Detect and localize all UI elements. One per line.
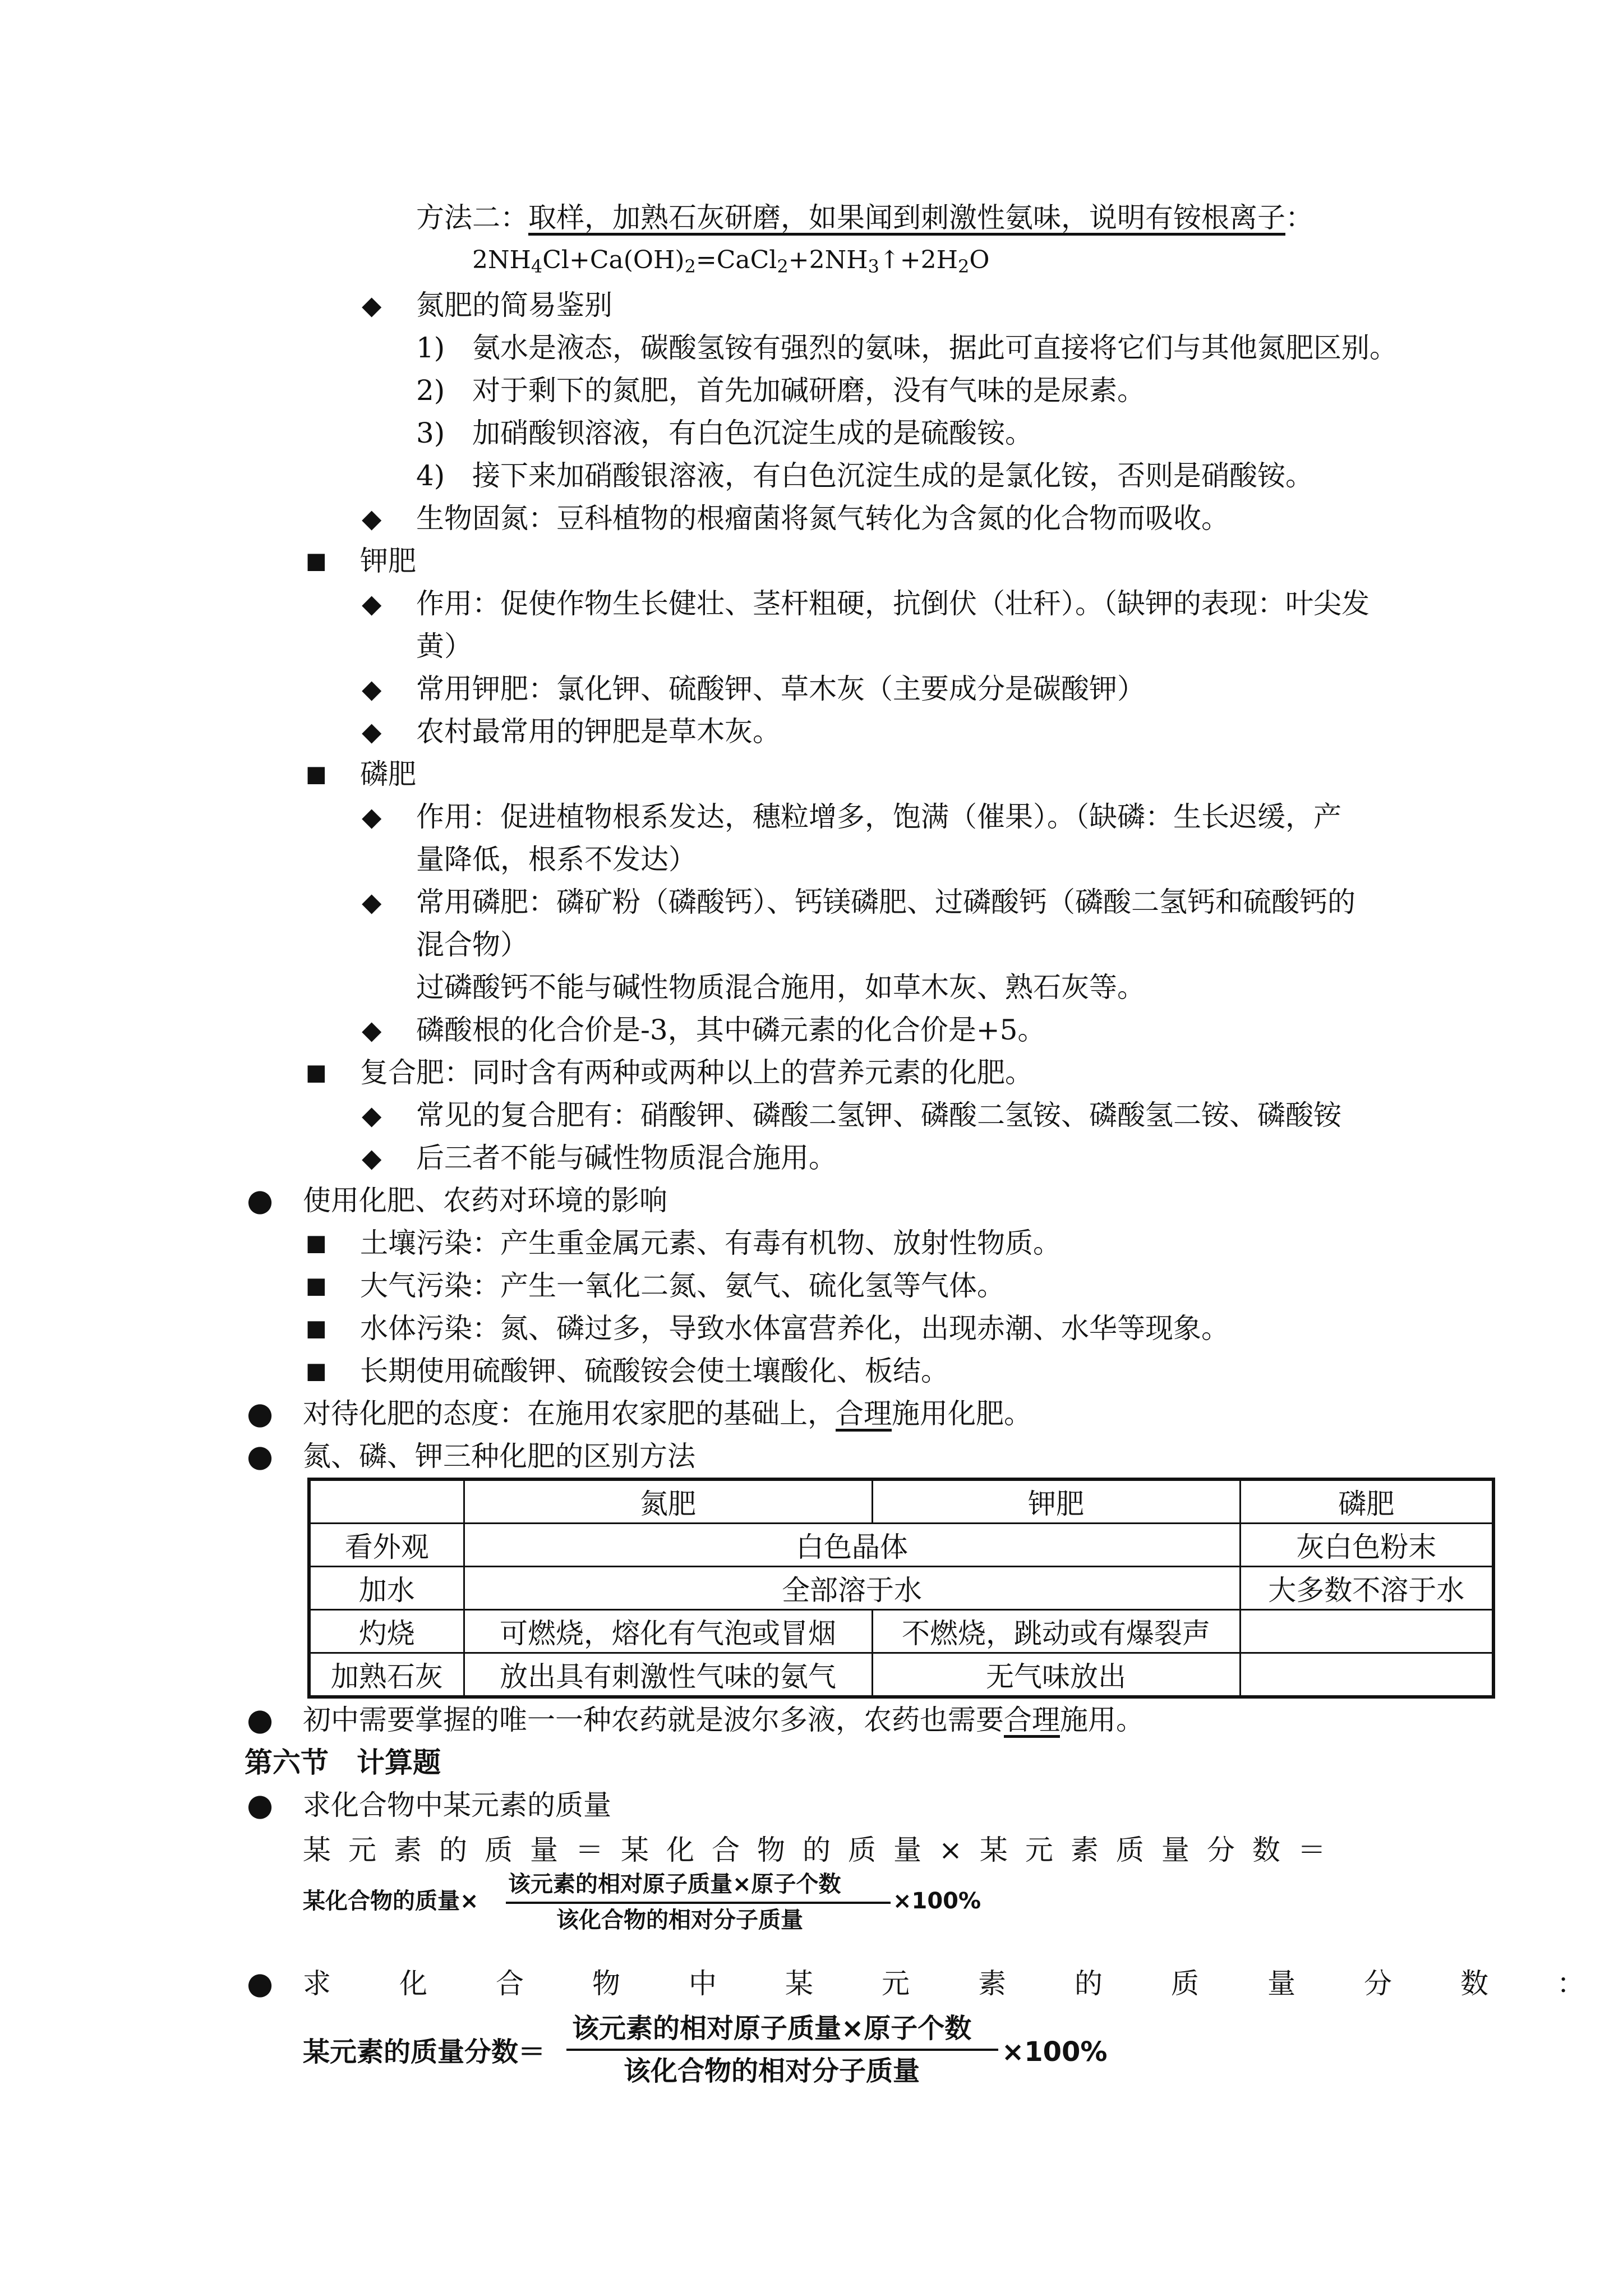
method2-equation: $2NH_4Cl+Ca(OH)_2=CaCl_2+2NH_3↑+2H_2O$ bbox=[472, 246, 990, 277]
compound-title: 复合肥：同时含有两种或两种以上的营养元素的化肥。 bbox=[360, 1056, 1033, 1089]
calc1-formula-denominator: 该化合物的相对分子质量 bbox=[556, 1907, 803, 1933]
identify-step-1: 氨水是液态，碳酸氢铵有强烈的氨味，据此可直接将它们与其他氮肥区别。 bbox=[472, 332, 1398, 364]
calc1-fraction-bar bbox=[506, 1902, 891, 1904]
dot-bullet-icon: ● bbox=[247, 1438, 274, 1474]
environment-title: 使用化肥、农药对环境的影响 bbox=[303, 1184, 667, 1217]
table-cell: 加熟石灰 bbox=[309, 1653, 464, 1697]
table-cell: 看外观 bbox=[309, 1524, 464, 1567]
section-heading: 第六节 计算题 bbox=[245, 1746, 441, 1779]
phosphorus-note: 过磷酸钙不能与碱性物质混合施用，如草木灰、熟石灰等。 bbox=[416, 971, 1145, 1004]
phosphorus-effect-2: 量降低，根系不发达） bbox=[416, 843, 697, 876]
square-bullet-icon: ■ bbox=[306, 548, 327, 574]
potassium-title: 钾肥 bbox=[360, 545, 416, 577]
phosphorus-valence: 磷酸根的化合价是-3，其中磷元素的化合价是+5。 bbox=[416, 1014, 1046, 1046]
square-bullet-icon: ■ bbox=[306, 1315, 327, 1341]
diamond-bullet-icon: ◆ bbox=[362, 290, 382, 320]
table-row bbox=[309, 1479, 1493, 1524]
environment-item: 长期使用硫酸钾、硫酸铵会使土壤酸化、板结。 bbox=[360, 1355, 949, 1387]
phosphorus-common-1: 常用磷肥：磷矿粉（磷酸钙）、钙镁磷肥、过磷酸钙（磷酸二氢钙和硫酸钙的 bbox=[416, 886, 1355, 918]
phosphorus-effect-1: 作用：促进植物根系发达，穗粒增多，饱满（催果）。（缺磷：生长迟缓，产 bbox=[416, 800, 1341, 833]
table-cell bbox=[1240, 1653, 1493, 1697]
dot-bullet-icon: ● bbox=[247, 1396, 274, 1431]
table-cell: 灼烧 bbox=[309, 1610, 464, 1653]
square-bullet-icon: ■ bbox=[306, 761, 327, 787]
table-header: 磷肥 bbox=[1240, 1479, 1493, 1524]
square-bullet-icon: ■ bbox=[306, 1230, 327, 1256]
identify-step-4-num: 4) bbox=[416, 459, 445, 492]
diamond-bullet-icon: ◆ bbox=[362, 674, 382, 704]
calc1-formula-right: ×100% bbox=[893, 1888, 981, 1914]
method2-label: 方法二： bbox=[416, 201, 528, 234]
table-cell: 大多数不溶于水 bbox=[1240, 1567, 1493, 1610]
environment-item: 土壤污染：产生重金属元素、有毒有机物、放射性物质。 bbox=[360, 1227, 1061, 1259]
compound-note: 后三者不能与碱性物质混合施用。 bbox=[416, 1142, 837, 1174]
table-row bbox=[309, 1610, 1493, 1653]
environment-item: 大气污染：产生一氧化二氮、氨气、硫化氢等气体。 bbox=[360, 1269, 1005, 1302]
calc2-formula-denominator: 该化合物的相对分子质量 bbox=[624, 2055, 920, 2087]
table-cell: 不燃烧，跳动或有爆裂声 bbox=[872, 1610, 1240, 1653]
calc1-line: 某元素的质量＝某化合物的质量×某元素质量分数＝ bbox=[303, 1834, 1343, 1866]
bio-nitrogen: 生物固氮：豆科植物的根瘤菌将氮气转化为含氮的化合物而吸收。 bbox=[416, 502, 1229, 535]
diamond-bullet-icon: ◆ bbox=[362, 503, 382, 533]
diamond-bullet-icon: ◆ bbox=[362, 716, 382, 747]
table-cell: 全部溶于水 bbox=[464, 1567, 1240, 1610]
calc1-formula-numerator: 该元素的相对原子质量×原子个数 bbox=[508, 1871, 841, 1897]
diamond-bullet-icon: ◆ bbox=[362, 1143, 382, 1173]
potassium-effect-1: 作用：促使作物生长健壮、茎杆粗硬，抗倒伏（壮秆）。（缺钾的表现：叶尖发 bbox=[416, 587, 1370, 620]
identify-step-2: 对于剩下的氮肥，首先加碱研磨，没有气味的是尿素。 bbox=[472, 374, 1145, 407]
square-bullet-icon: ■ bbox=[306, 1273, 327, 1299]
diamond-bullet-icon: ◆ bbox=[362, 1100, 382, 1130]
fertilizer-compare-table bbox=[307, 1478, 1495, 1699]
attitude-line: 对待化肥的态度：在施用农家肥的基础上，合理施用化肥。 bbox=[303, 1397, 1032, 1430]
table-row bbox=[309, 1653, 1493, 1697]
phosphorus-common-2: 混合物） bbox=[416, 928, 528, 961]
diamond-bullet-icon: ◆ bbox=[362, 887, 382, 917]
calc2-title: 求化合物中某元素的质量分数 ： bbox=[303, 1967, 1585, 2000]
potassium-common: 常用钾肥：氯化钾、硫酸钾、草木灰（主要成分是碳酸钾） bbox=[416, 673, 1145, 705]
identify-step-3-num: 3) bbox=[416, 417, 445, 449]
diamond-bullet-icon: ◆ bbox=[362, 1015, 382, 1045]
calc1-title: 求化合物中某元素的质量 bbox=[303, 1789, 611, 1821]
dot-bullet-icon: ● bbox=[247, 1182, 274, 1218]
square-bullet-icon: ■ bbox=[306, 1060, 327, 1085]
identify-step-4: 接下来加硝酸银溶液，有白色沉淀生成的是氯化铵，否则是硝酸铵。 bbox=[472, 459, 1313, 492]
identify-step-2-num: 2) bbox=[416, 374, 445, 407]
calc2-formula-right: ×100% bbox=[1002, 2036, 1108, 2068]
method2-line bbox=[416, 197, 1313, 238]
calc2-fraction-bar bbox=[566, 2049, 998, 2051]
table-row bbox=[309, 1567, 1493, 1610]
table-cell bbox=[309, 1479, 464, 1524]
potassium-rural: 农村最常用的钾肥是草木灰。 bbox=[416, 715, 781, 748]
environment-item: 水体污染：氮、磷过多，导致水体富营养化，出现赤潮、水华等现象。 bbox=[360, 1312, 1229, 1345]
table-cell: 无气味放出 bbox=[872, 1653, 1240, 1697]
method2-end: ： bbox=[1285, 201, 1313, 234]
identify-step-1-num: 1) bbox=[416, 332, 445, 364]
diamond-bullet-icon: ◆ bbox=[362, 588, 382, 619]
calc1-formula-left: 某化合物的质量× bbox=[303, 1888, 479, 1914]
table-cell: 可燃烧，熔化有气泡或冒烟 bbox=[464, 1610, 872, 1653]
diff-title: 氮、磷、钾三种化肥的区别方法 bbox=[303, 1440, 695, 1473]
pesticide-line: 初中需要掌握的唯一一种农药就是波尔多液，农药也需要合理施用。 bbox=[303, 1704, 1144, 1736]
diamond-bullet-icon: ◆ bbox=[362, 802, 382, 832]
compound-common: 常见的复合肥有：硝酸钾、磷酸二氢钾、磷酸二氢铵、磷酸氢二铵、磷酸铵 bbox=[416, 1099, 1341, 1131]
table-header: 氮肥 bbox=[464, 1479, 872, 1524]
identify-step-3: 加硝酸钡溶液，有白色沉淀生成的是硫酸铵。 bbox=[472, 417, 1033, 449]
phosphorus-title: 磷肥 bbox=[360, 758, 416, 790]
table-row bbox=[309, 1524, 1493, 1567]
nitrogen-identify-title: 氮肥的简易鉴别 bbox=[416, 289, 612, 321]
table-cell: 放出具有刺激性气味的氨气 bbox=[464, 1653, 872, 1697]
calc2-formula-numerator: 该元素的相对原子质量×原子个数 bbox=[572, 2013, 972, 2044]
dot-bullet-icon: ● bbox=[247, 1702, 274, 1737]
table-cell: 白色晶体 bbox=[464, 1524, 1240, 1567]
potassium-effect-2: 黄） bbox=[416, 630, 472, 662]
square-bullet-icon: ■ bbox=[306, 1358, 327, 1384]
dot-bullet-icon: ● bbox=[247, 1787, 274, 1823]
method2-text: 取样，加熟石灰研磨，如果闻到刺激性氨味，说明有铵根离子 bbox=[528, 201, 1285, 234]
table-cell: 灰白色粉末 bbox=[1240, 1524, 1493, 1567]
calc2-formula-left: 某元素的质量分数＝ bbox=[303, 2036, 546, 2068]
table-cell bbox=[1240, 1610, 1493, 1653]
table-header: 钾肥 bbox=[872, 1479, 1240, 1524]
table-cell: 加水 bbox=[309, 1567, 464, 1610]
dot-bullet-icon: ● bbox=[247, 1966, 274, 2001]
